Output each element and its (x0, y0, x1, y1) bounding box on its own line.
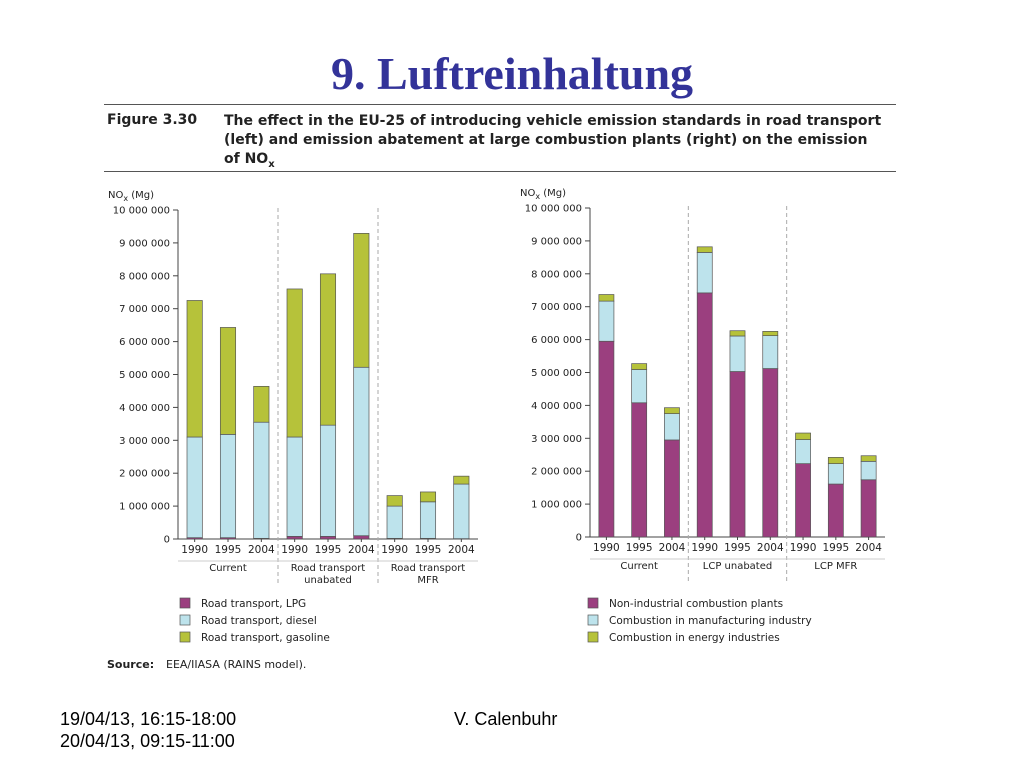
y-tick-label: 5 000 000 (119, 370, 170, 381)
figure-caption (224, 112, 884, 174)
bar-segment (697, 247, 712, 253)
bar-segment (730, 372, 745, 537)
bar-segment (420, 492, 435, 502)
bar-segment (599, 301, 614, 341)
y-tick-label: 10 000 000 (112, 205, 170, 217)
y-tick-label: 3 000 000 (531, 433, 582, 445)
bar-segment (828, 457, 843, 463)
bar-segment (354, 367, 369, 535)
y-tick-label: 1 000 000 (119, 501, 170, 513)
x-tick-label: 2004 (658, 542, 686, 554)
x-tick-label: 1995 (625, 542, 653, 554)
group-label: Current (209, 563, 247, 574)
y-tick-label: 6 000 000 (531, 335, 582, 347)
group-label: LCP unabated (702, 561, 773, 572)
group-label: Road transport (290, 563, 366, 574)
bar-segment (730, 336, 745, 372)
legend-label: Combustion in manufacturing industry (609, 615, 812, 627)
bar-segment (697, 252, 712, 292)
bar-segment (763, 331, 778, 335)
legend-label: Road transport, gasoline (201, 632, 330, 644)
y-tick-label: 7 000 000 (119, 304, 170, 316)
bar-segment (254, 422, 269, 538)
x-tick-label: 1990 (691, 542, 719, 554)
y-tick-label: 2 000 000 (531, 466, 582, 478)
footer-date-line-2: 20/04/13, 09:15-11:00 (60, 731, 235, 751)
chart-right (516, 180, 916, 650)
x-tick-label: 1995 (822, 542, 850, 554)
y-axis-label: $NO_x$ (Mg) (108, 190, 155, 203)
bar-segment (320, 274, 335, 425)
bar-segment (861, 461, 876, 479)
bar-segment (354, 233, 369, 367)
group-label: LCP MFR (814, 561, 858, 572)
legend-label: Road transport, diesel (201, 615, 317, 627)
bar-segment (599, 295, 614, 302)
bar-segment (632, 364, 647, 370)
bar-segment (796, 440, 811, 464)
legend-swatch (588, 632, 598, 642)
bar-segment (796, 433, 811, 440)
x-tick-label: 1995 (724, 542, 751, 554)
bar-segment (861, 456, 876, 462)
y-axis-label: $NO_x$ (Mg) (520, 188, 567, 201)
bar-segment (454, 476, 469, 484)
caption-bottom-rule (104, 171, 896, 172)
bar-segment (320, 425, 335, 536)
bar-segment (828, 464, 843, 484)
bar-segment (354, 536, 369, 539)
slide-title: 9. Luftreinhaltung (330, 48, 694, 99)
x-tick-label: 2004 (756, 542, 784, 554)
legend-swatch (180, 598, 190, 608)
y-tick-label: 9 000 000 (119, 238, 170, 250)
bar-segment (730, 331, 745, 336)
bar-segment (697, 293, 712, 537)
source-text: EEA/IIASA (RAINS model). (166, 658, 307, 671)
x-tick-label: 1990 (181, 544, 209, 556)
bar-segment (632, 370, 647, 403)
x-tick-label: 1995 (214, 544, 242, 556)
figure-caption-text: The effect in the EU-25 of introducing vehicle emission standards in road transport (left) and emission abatement at large combustion plants (right) on the emission of NO (224, 113, 882, 167)
x-tick-label: 1990 (789, 542, 817, 554)
legend-label: Non-industrial combustion plants (609, 598, 784, 610)
x-tick-label: 2004 (247, 544, 275, 556)
bar-segment (796, 464, 811, 537)
x-tick-label: 1990 (381, 544, 409, 556)
y-tick-label: 3 000 000 (119, 435, 170, 447)
source-label: Source: (107, 658, 155, 671)
bar-segment (287, 437, 302, 536)
y-tick-label: 9 000 000 (531, 236, 582, 248)
y-tick-label: 8 000 000 (119, 271, 170, 283)
y-tick-label: 8 000 000 (531, 269, 582, 281)
bar-segment (320, 536, 335, 539)
bar-segment (861, 480, 876, 537)
figure-caption-subscript: x (268, 158, 275, 170)
bar-segment (254, 386, 269, 422)
x-tick-label: 1995 (314, 544, 342, 556)
bar-segment (187, 437, 202, 538)
group-label: Road transport (390, 563, 466, 574)
bar-segment (287, 536, 302, 539)
legend-swatch (588, 615, 598, 625)
bar-segment (187, 300, 202, 437)
y-tick-label: 7 000 000 (531, 302, 582, 314)
group-label: Current (620, 561, 658, 572)
bar-segment (387, 506, 402, 538)
bar-segment (287, 289, 302, 437)
bar-segment (220, 327, 235, 434)
footer-author: V. Calenbuhr (454, 709, 558, 729)
bar-segment (664, 408, 679, 414)
bar-segment (454, 484, 469, 539)
group-label: MFR (417, 575, 439, 586)
x-tick-label: 1990 (281, 544, 309, 556)
legend-swatch (180, 632, 190, 642)
footer-date-line-1: 19/04/13, 16:15-18:00 (60, 709, 237, 729)
y-tick-label: 0 (575, 532, 582, 544)
bar-segment (220, 434, 235, 537)
legend-label: Combustion in energy industries (609, 632, 780, 644)
y-tick-label: 2 000 000 (119, 468, 170, 480)
x-tick-label: 1995 (414, 544, 442, 556)
chart-left (104, 180, 504, 650)
group-label: unabated (304, 575, 352, 586)
bar-segment (420, 502, 435, 539)
legend-swatch (180, 615, 190, 625)
bar-segment (664, 440, 679, 537)
y-tick-label: 10 000 000 (524, 203, 582, 215)
figure-label: Figure 3.30 (107, 112, 198, 128)
y-tick-label: 5 000 000 (531, 368, 582, 379)
y-tick-label: 1 000 000 (531, 499, 582, 511)
x-tick-label: 2004 (447, 544, 475, 556)
y-tick-label: 0 (163, 534, 170, 546)
x-tick-label: 2004 (347, 544, 375, 556)
y-tick-label: 4 000 000 (119, 402, 170, 414)
bar-segment (599, 341, 614, 537)
bar-segment (632, 403, 647, 537)
bar-segment (763, 369, 778, 537)
caption-top-rule (104, 104, 896, 105)
y-tick-label: 4 000 000 (531, 400, 582, 412)
legend-swatch (588, 598, 598, 608)
y-tick-label: 6 000 000 (119, 337, 170, 349)
footer-dates (60, 708, 236, 752)
legend-label: Road transport, LPG (201, 598, 307, 610)
bar-segment (387, 496, 402, 507)
x-tick-label: 2004 (855, 542, 882, 554)
bar-segment (763, 336, 778, 369)
bar-segment (828, 484, 843, 537)
bar-segment (664, 414, 679, 440)
x-tick-label: 1990 (593, 542, 620, 554)
